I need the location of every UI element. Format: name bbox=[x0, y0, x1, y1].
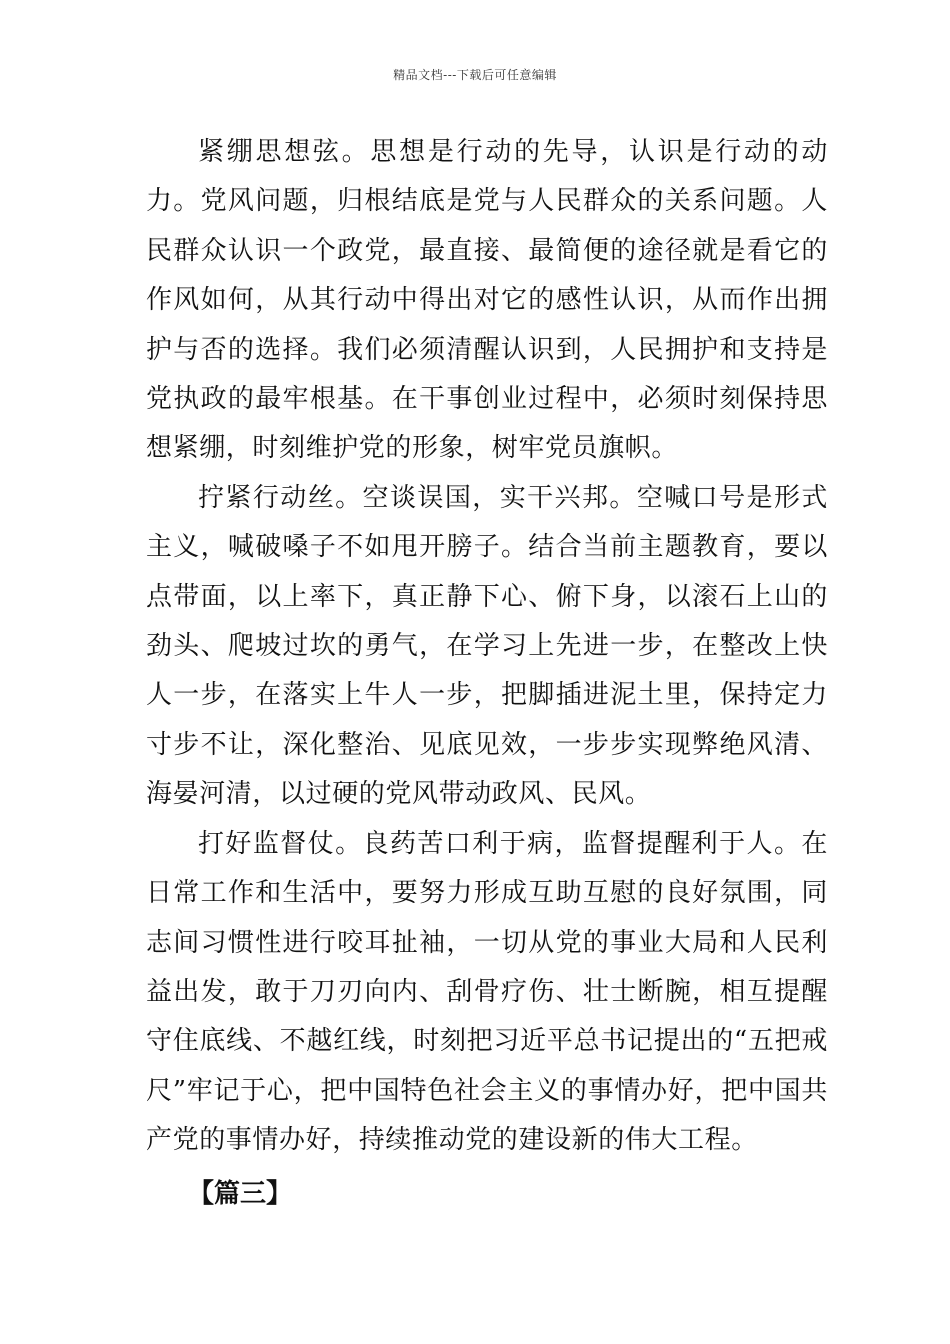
paragraph-3: 打好监督仗。良药苦口利于病，监督提醒利于人。在日常工作和生活中，要努力形成互助互慰的良好氛围，同志间习惯性进行咬耳扯袖，一切从党的事业大局和人民利益出发，敢于刀刃向内、刮骨疗伤、壮士断腕，相互提醒守住底线、不越红线，时刻把习近平总书记提出的“五把戒尺”牢记于心，把中国特色社会主义的事情办好，把中国共产党的事情办好，持续推动党的建设新的伟大工程。 bbox=[146, 828, 828, 1156]
paragraph-1: 紧绷思想弦。思想是行动的先导，认识是行动的动力。党风问题，归根结底是党与人民群众的关系问题。人民群众认识一个政党，最直接、最简便的途径就是看它的作风如何，从其行动中得出对它的感性认识，从而作出拥护与否的选择。我们必须清醒认识到，人民拥护和支持是党执政的最牢根基。在干事创业过程中，必须时刻保持思想紧绷，时刻维护党的形象，树牢党员旗帜。 bbox=[146, 137, 828, 464]
page-header: 精品文档---下载后可任意编辑 bbox=[393, 68, 557, 82]
paragraph-2: 拧紧行动丝。空谈误国，实干兴邦。空喊口号是形式主义，喊破嗓子不如甩开膀子。结合当前主题教育，要以点带面，以上率下，真正静下心、俯下身，以滚石上山的劲头、爬坡过坎的勇气，在学习上先进一步，在整改上快人一步，在落实上牛人一步，把脚插进泥土里，保持定力寸步不让，深化整治、见底见效，一步步实现弊绝风清、海晏河清，以过硬的党风带动政风、民风。 bbox=[146, 482, 828, 810]
document-body bbox=[146, 128, 828, 1220]
section-heading: 【篇三】 bbox=[188, 1178, 293, 1209]
